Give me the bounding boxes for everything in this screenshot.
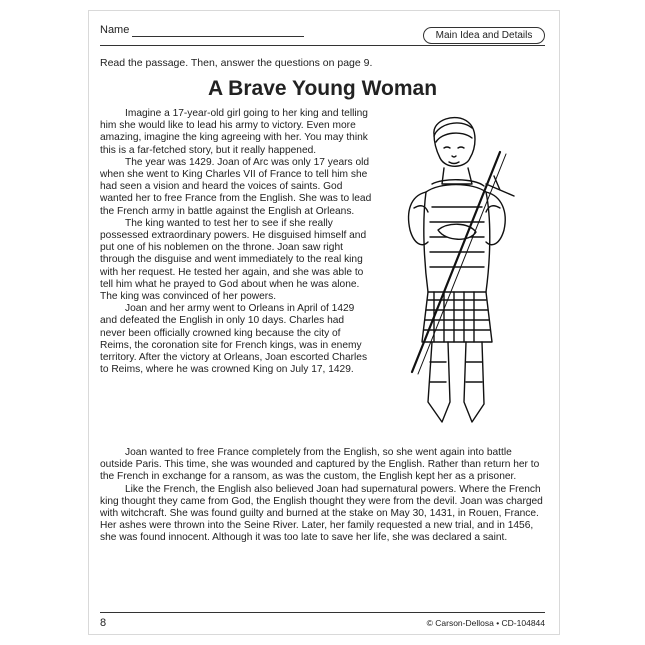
footer-rule	[100, 612, 545, 613]
paragraph: Joan and her army went to Orleans in April of 1429 and defeated the English in only 10 days. Charles had never been officially crowned king because the city of Reims, the coronation site for French kings, was in enemy territory. After the victory at Orleans, Joan escorted Charles to Reims, where he was crowned King on July 17, 1429.	[100, 303, 368, 376]
passage-full-width	[100, 447, 545, 545]
paragraph: Like the French, the English also believed Joan had supernatural powers. Where the French king thought they came from God, the English thought they were from the devil. Joan was charged with witchcraft. She was found guilty and burned at the stake on May 30, 1431, in Rouen, France. Her ashes were thrown into the Seine River. Later, her family requested a new trial, and in 1456, she was found innocent. Although it was too late to save her life, she was declared a saint.	[100, 483, 543, 544]
paragraph: The king wanted to test her to see if she really possessed extraordinary powers. He disguised himself and put one of his noblemen on the throne. Joan saw right through the disguise and went immediately to the real king with her request. He tested her again, and she was able to tell him what he prayed to God about when he was alone. The king was convinced of her powers.	[100, 217, 367, 303]
joan-of-arc-illustration	[382, 112, 532, 430]
page-title: A Brave Young Woman	[207, 77, 438, 100]
name-label: Name	[100, 24, 130, 36]
paragraph: Joan wanted to free France completely from the English, so she went again into battle outside Paris. This time, she was wounded and captured by the English. Rather than return her to the French in exchange for a ransom, as was the custom, the English kept her as a prisoner.	[100, 447, 540, 483]
publisher-credit: © Carson-Dellosa • CD-104844	[426, 618, 545, 628]
header-rule	[100, 45, 545, 46]
paragraph: The year was 1429. Joan of Arc was only 17 years old when she went to King Charles VII of France to tell him she had seen a vision and heard the voices of saints. God wanted her to free France from the English. She was to lead the French army in battle against the English at Orleans.	[100, 156, 372, 217]
passage-column	[100, 108, 372, 376]
instructions: Read the passage. Then, answer the questions on page 9.	[100, 57, 373, 69]
page-number: 8	[100, 617, 107, 629]
topic-badge: Main Idea and Details	[423, 27, 545, 44]
paragraph: Imagine a 17-year-old girl going to her king and telling him she would like to lead his army to victory. Even more amazing, imagine the king agreeing with her. You may think this is a far-fetched story, but it really happened.	[100, 108, 368, 156]
name-line[interactable]	[132, 36, 304, 37]
